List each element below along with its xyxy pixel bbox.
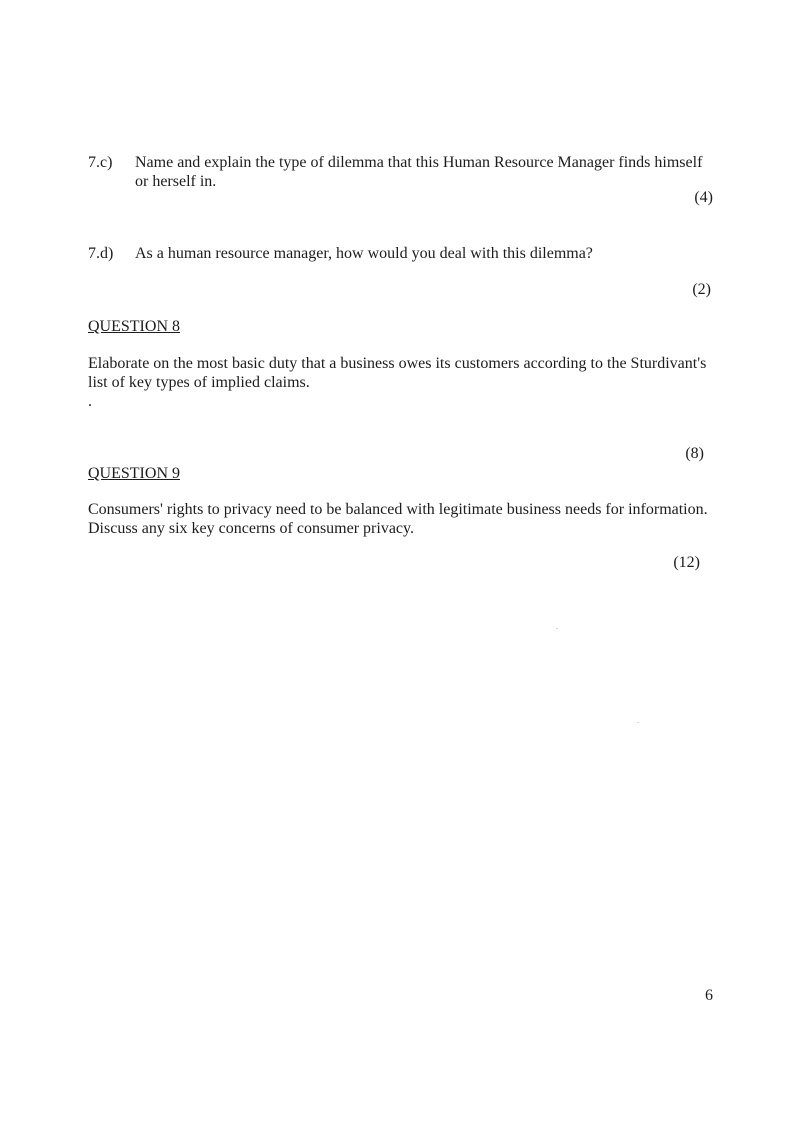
marks-allocation: (2)	[692, 281, 711, 298]
question-number: 7.d)	[88, 245, 114, 262]
page-number: 6	[705, 987, 713, 1004]
question-text-line-1: Name and explain the type of dilemma that this Human Resource Manager finds himself	[135, 154, 703, 171]
marks-allocation: (4)	[694, 189, 713, 206]
scan-speck	[637, 722, 639, 723]
question-heading: QUESTION 8	[88, 318, 180, 335]
marks-allocation: (8)	[685, 445, 704, 462]
question-number: 7.c)	[88, 154, 113, 171]
question-text-line-1: Consumers' rights to privacy need to be balanced with legitimate business needs for information.	[88, 501, 708, 518]
question-text-line-2: or herself in.	[135, 173, 217, 190]
stray-dot: .	[88, 393, 92, 410]
question-text-line-1: Elaborate on the most basic duty that a business owes its customers according to the Sturdivant's	[88, 355, 707, 372]
question-text-line-2: Discuss any six key concerns of consumer privacy.	[88, 520, 414, 537]
marks-allocation: (12)	[673, 554, 700, 571]
question-text: As a human resource manager, how would you deal with this dilemma?	[135, 245, 593, 262]
scan-speck	[556, 628, 558, 629]
question-text-line-2: list of key types of implied claims.	[88, 374, 310, 391]
question-heading: QUESTION 9	[88, 465, 180, 482]
